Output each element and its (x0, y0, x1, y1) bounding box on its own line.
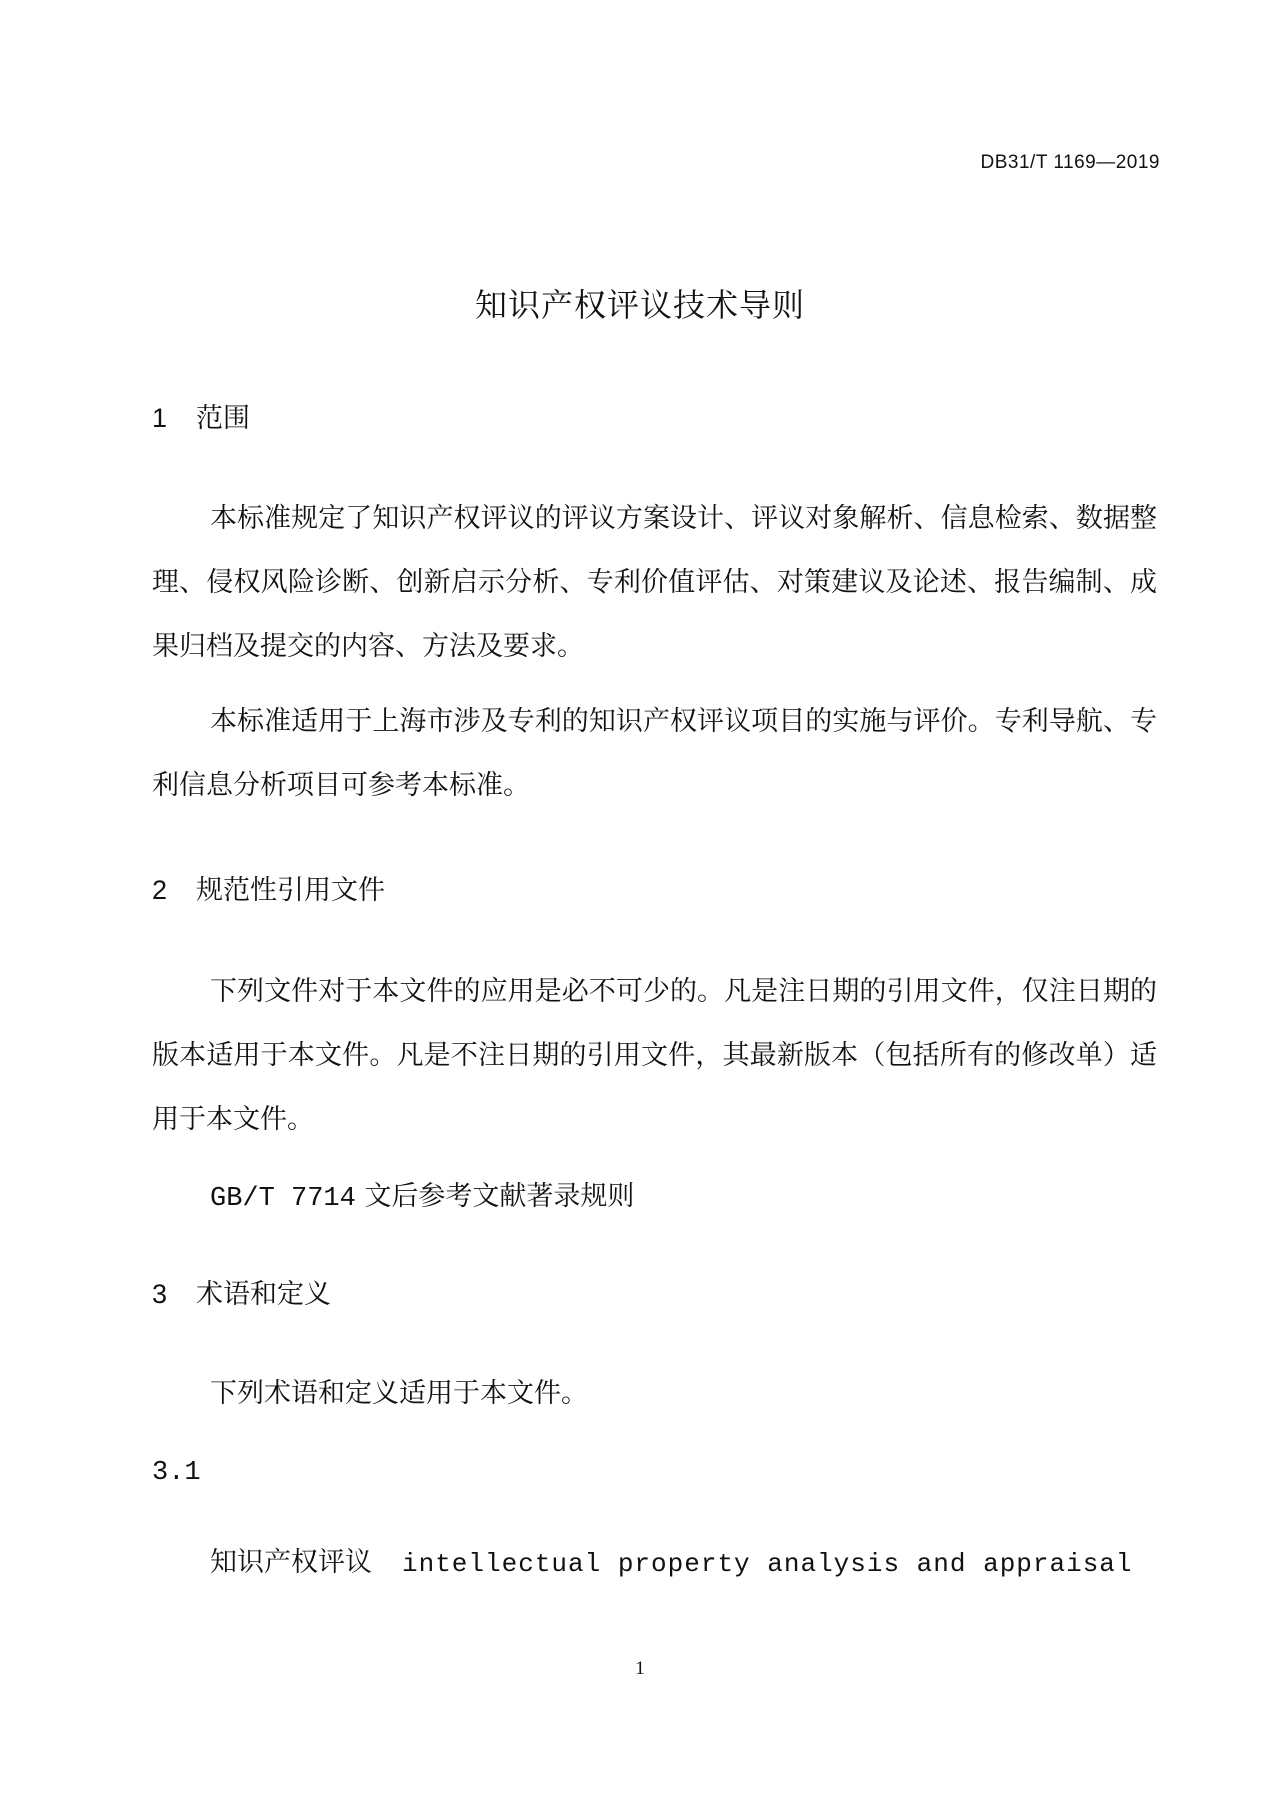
section-number: 3 (152, 1279, 168, 1309)
section-number: 1 (152, 403, 168, 433)
term-entry (210, 1540, 1133, 1579)
document-code: DB31/T 1169—2019 (980, 152, 1160, 173)
section-3-heading (152, 1272, 331, 1311)
normative-references-paragraph: 下列文件对于本文件的应用是必不可少的。凡是注日期的引用文件，仅注日期的版本适用于本文件。凡是不注日期的引用文件，其最新版本（包括所有的修改单）适用于本文件。 (152, 976, 1157, 1135)
section-number: 2 (152, 875, 168, 905)
term-english: intellectual property analysis and appraisal (402, 1549, 1133, 1579)
terms-intro-paragraph: 下列术语和定义适用于本文件。 (210, 1378, 588, 1409)
section-1-heading (152, 396, 250, 435)
reference-code: GB/T 7714 (210, 1184, 356, 1214)
page-number: 1 (635, 1658, 645, 1679)
clause-number: 3.1 (152, 1458, 201, 1488)
reference-title: 文后参考文献著录规则 (364, 1181, 635, 1212)
section-title: 术语和定义 (196, 1279, 331, 1310)
document-title: 知识产权评议技术导则 (474, 286, 805, 324)
scope-paragraph-2: 本标准适用于上海市涉及专利的知识产权评议项目的实施与评价。专利导航、专利信息分析项目可参考本标准。 (152, 706, 1157, 801)
scope-paragraph-1: 本标准规定了知识产权评议的评议方案设计、评议对象解析、信息检索、数据整理、侵权风险诊断、创新启示分析、专利价值评估、对策建议及论述、报告编制、成果归档及提交的内容、方法及要求。 (152, 503, 1157, 662)
reference-entry (210, 1174, 634, 1214)
section-2-heading (152, 868, 385, 907)
section-title: 规范性引用文件 (196, 875, 385, 906)
section-title: 范围 (196, 403, 250, 434)
term-chinese: 知识产权评议 (210, 1547, 372, 1578)
